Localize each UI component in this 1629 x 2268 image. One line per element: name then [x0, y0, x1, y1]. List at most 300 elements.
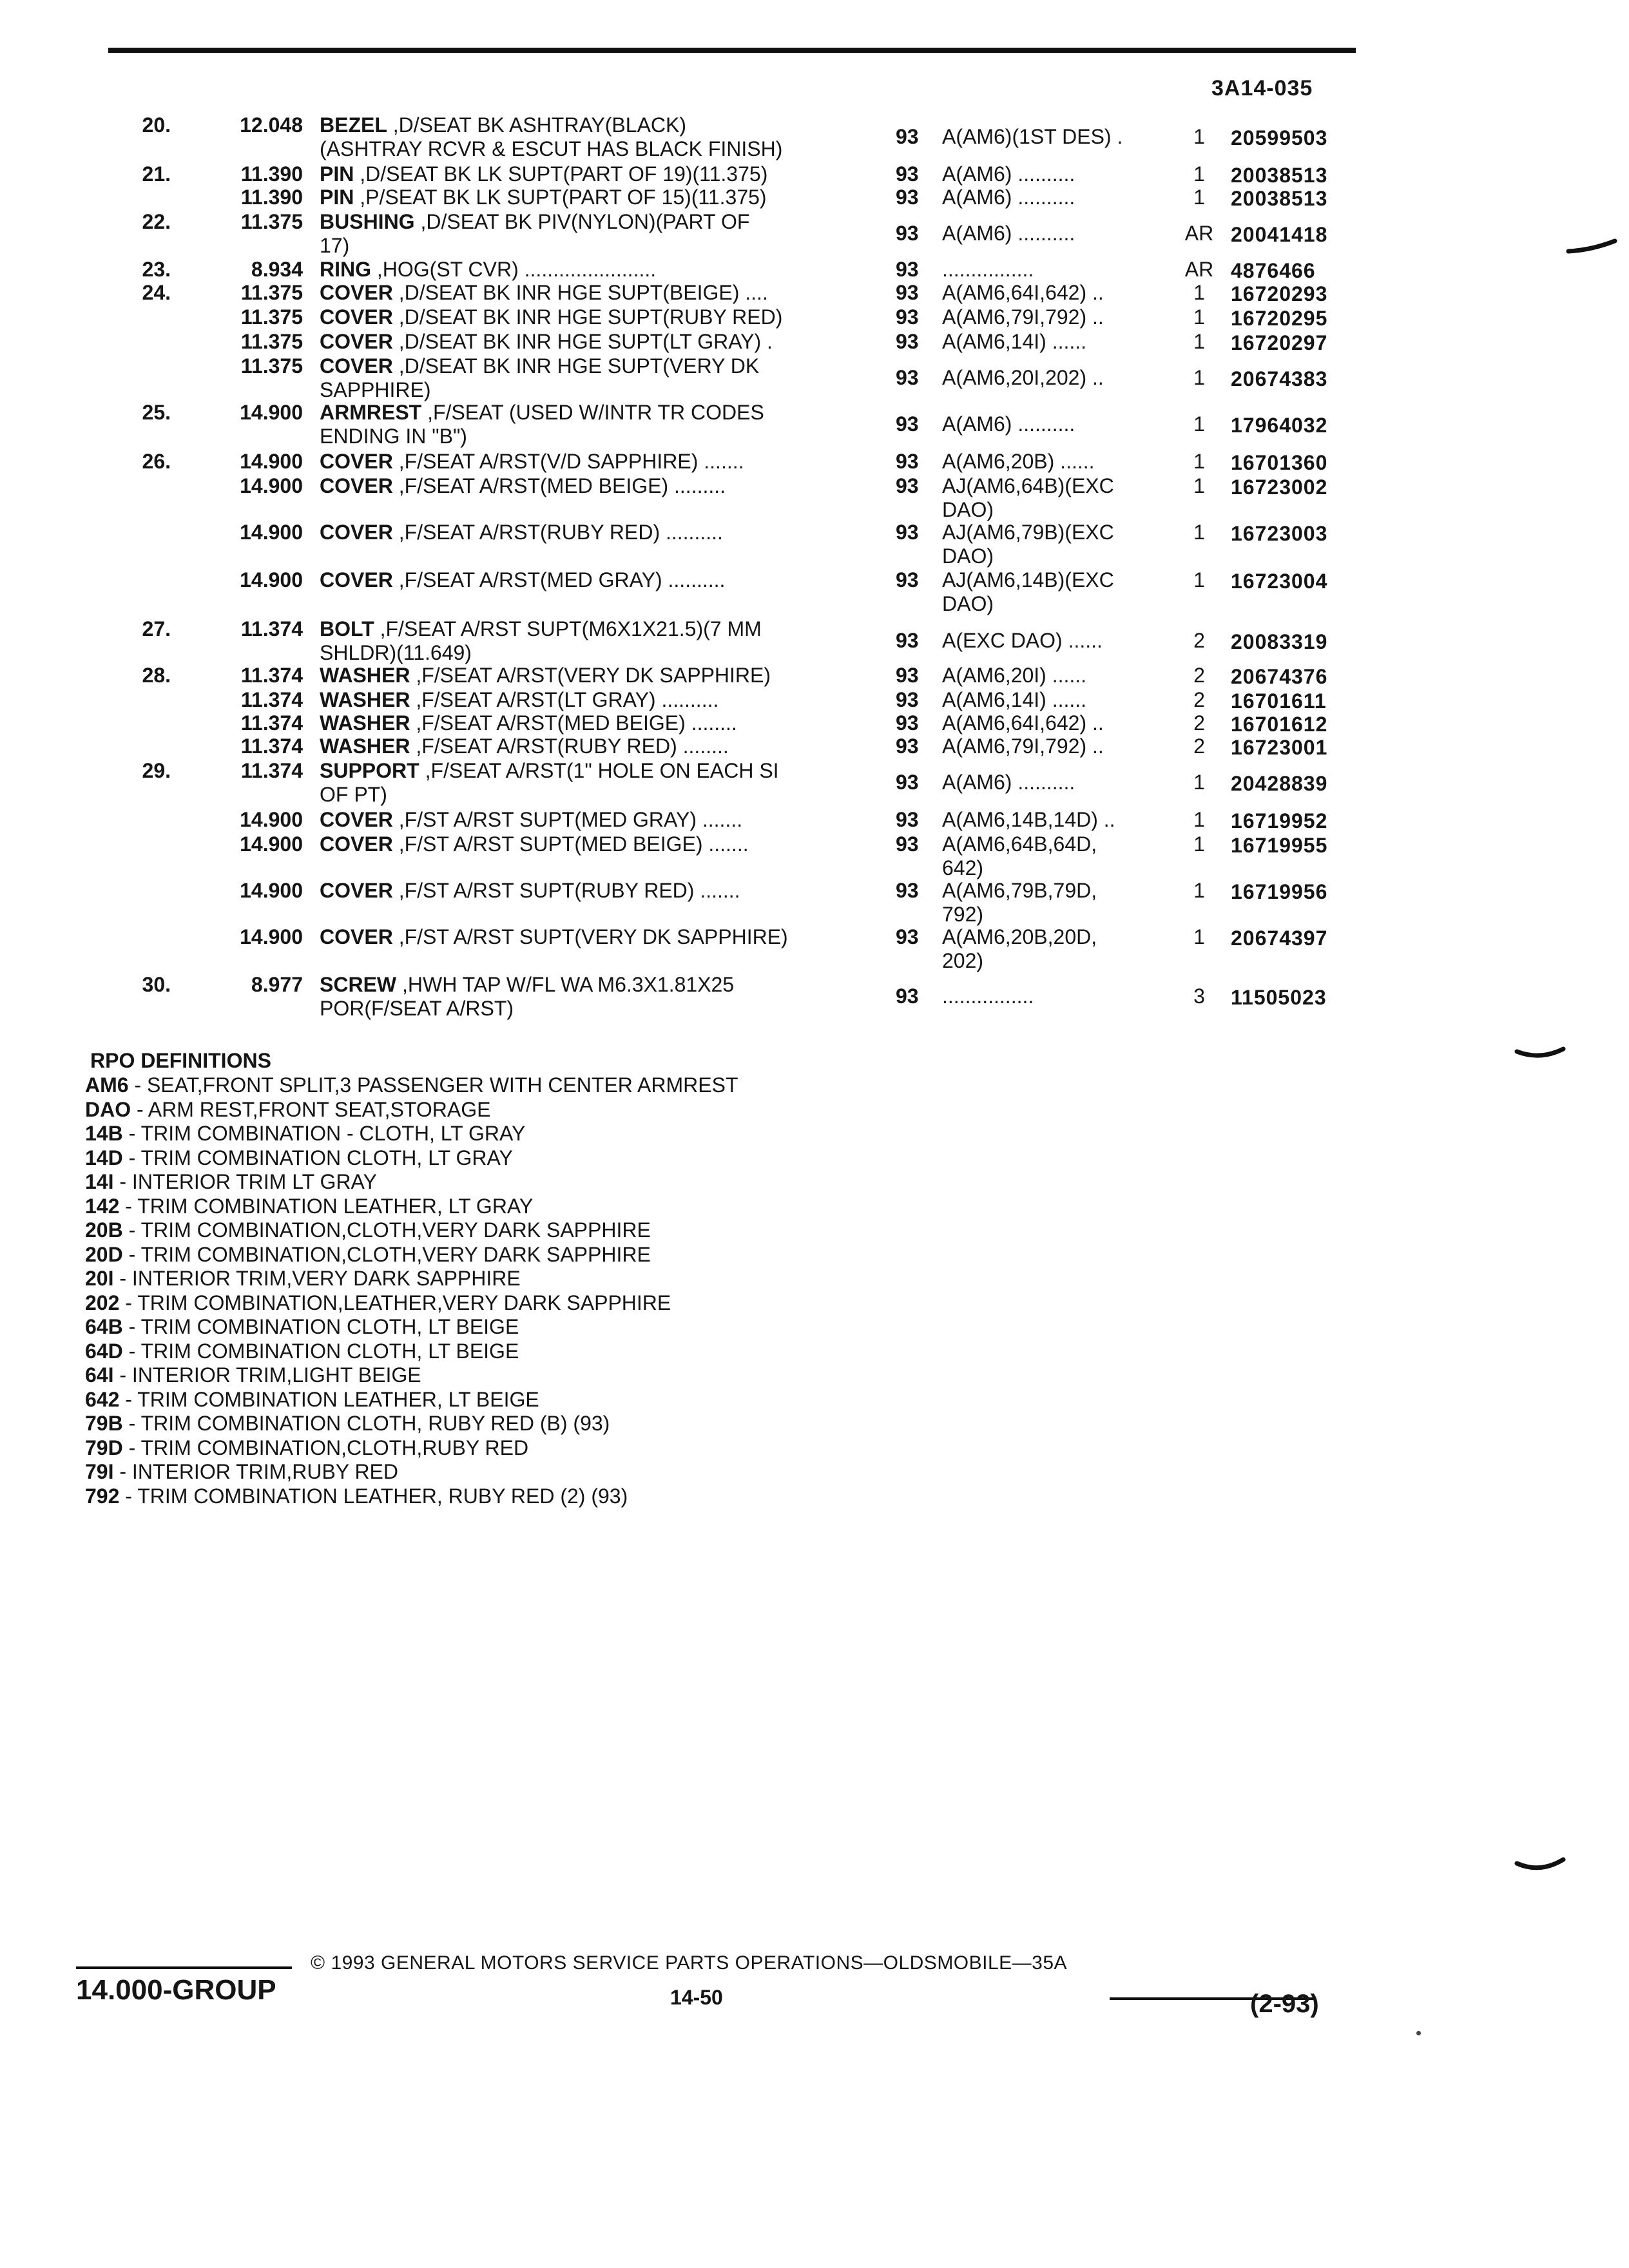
- model-year: 93: [896, 664, 919, 687]
- rpo-definition: [85, 1267, 738, 1291]
- usage-code: [942, 688, 1168, 712]
- model-year: 93: [896, 474, 919, 497]
- part-desc-text: ,D/SEAT BK INR HGE SUPT(BEIGE) ....: [392, 281, 768, 304]
- usage-code: [942, 412, 1168, 436]
- rpo-definition: [85, 1315, 738, 1340]
- part-desc-continuation: ENDING IN "B"): [320, 425, 467, 448]
- model-year: 93: [896, 985, 919, 1008]
- footer-rule-left: [76, 1966, 292, 1969]
- quantity: 1: [1193, 450, 1205, 473]
- usage-code-text: A(AM6,79B,79D,: [942, 879, 1097, 902]
- rpo-definition: [85, 1388, 738, 1412]
- model-year: 93: [896, 925, 919, 948]
- part-description: [320, 305, 854, 329]
- rpo-text: - INTERIOR TRIM,LIGHT BEIGE: [113, 1363, 421, 1387]
- group-number: 11.374: [240, 664, 303, 687]
- part-number: 20599503: [1231, 126, 1328, 149]
- usage-code-text: ................: [942, 985, 1034, 1008]
- usage-code: [942, 711, 1168, 735]
- group-number: 14.900: [240, 521, 303, 544]
- part-name: PIN: [320, 186, 354, 209]
- part-desc-text: ,D/SEAT BK PIV(NYLON)(PART OF: [414, 210, 750, 233]
- usage-code-continuation: DAO): [942, 544, 994, 568]
- rpo-definition: [85, 1218, 738, 1243]
- item-number: 21.: [142, 162, 171, 186]
- part-desc-continuation: 17): [320, 234, 350, 257]
- group-number: 14.900: [240, 401, 303, 424]
- part-name: WASHER: [320, 688, 410, 711]
- usage-code-text: A(AM6,20I) ......: [942, 664, 1087, 687]
- part-number: 16719956: [1231, 880, 1328, 903]
- group-number: 11.390: [240, 186, 303, 209]
- rpo-code: 20D: [85, 1242, 123, 1266]
- usage-code-continuation: 202): [942, 949, 984, 972]
- part-desc-text: ,F/ST A/RST SUPT(MED BEIGE) .......: [392, 832, 749, 856]
- part-desc-text: ,P/SEAT BK LK SUPT(PART OF 15)(11.375): [354, 186, 767, 209]
- model-year: 93: [896, 711, 919, 735]
- usage-code: [942, 366, 1168, 390]
- quantity: 1: [1193, 162, 1205, 186]
- part-desc-continuation: SAPPHIRE): [320, 378, 431, 401]
- part-desc-text: ,D/SEAT BK INR HGE SUPT(LT GRAY) .: [392, 330, 773, 353]
- rpo-text: - TRIM COMBINATION LEATHER, RUBY RED (2) (93): [119, 1484, 628, 1508]
- part-description: [320, 330, 854, 354]
- part-number: 16720295: [1231, 307, 1328, 330]
- usage-code: [942, 521, 1168, 568]
- part-name: WASHER: [320, 735, 410, 758]
- rpo-code: 64D: [85, 1339, 123, 1363]
- group-number: 11.390: [240, 162, 303, 186]
- part-desc-text: ,F/ST A/RST SUPT(VERY DK SAPPHIRE): [392, 925, 788, 948]
- part-number: 20041418: [1231, 223, 1328, 246]
- rpo-definition: [85, 1170, 738, 1195]
- usage-code: [942, 985, 1168, 1008]
- group-number: 11.374: [240, 711, 303, 735]
- part-name: COVER: [320, 879, 393, 902]
- usage-code-text: A(EXC DAO) ......: [942, 629, 1103, 652]
- part-description: [320, 162, 854, 186]
- item-number: 25.: [142, 401, 171, 424]
- part-description: [320, 759, 854, 807]
- model-year: 93: [896, 832, 919, 856]
- rpo-definition: [85, 1291, 738, 1316]
- group-number: 14.900: [240, 568, 303, 591]
- part-description: [320, 258, 854, 282]
- rpo-definition: [85, 1340, 738, 1364]
- part-number: 11505023: [1231, 986, 1327, 1009]
- part-name: WASHER: [320, 664, 410, 687]
- model-year: 93: [896, 162, 919, 186]
- model-year: 93: [896, 125, 919, 148]
- part-description: [320, 113, 854, 161]
- rpo-code: 14B: [85, 1122, 123, 1145]
- quantity: 1: [1193, 879, 1205, 902]
- quantity: 3: [1193, 985, 1205, 1008]
- part-desc-text: ,F/SEAT A/RST(1" HOLE ON EACH SI: [419, 759, 779, 782]
- part-description: [320, 879, 854, 903]
- quantity: 1: [1193, 366, 1205, 389]
- item-number: 29.: [142, 759, 171, 782]
- group-number: 12.048: [240, 113, 303, 137]
- usage-code: [942, 664, 1168, 687]
- part-number: 20674397: [1231, 927, 1328, 950]
- top-rule: [108, 48, 1356, 53]
- part-desc-text: ,F/SEAT A/RST(LT GRAY) ..........: [410, 688, 719, 711]
- part-name: COVER: [320, 925, 393, 948]
- quantity: 1: [1193, 808, 1205, 831]
- part-number: 20674383: [1231, 367, 1328, 390]
- usage-code: [942, 330, 1168, 354]
- rpo-code: 64I: [85, 1363, 114, 1387]
- model-year: 93: [896, 330, 919, 353]
- usage-code-continuation: DAO): [942, 498, 994, 521]
- part-number: 20038513: [1231, 187, 1328, 210]
- usage-code-continuation: 792): [942, 903, 984, 926]
- rpo-code: 20B: [85, 1218, 123, 1242]
- model-year: 93: [896, 629, 919, 652]
- usage-code: [942, 808, 1168, 832]
- rpo-code: 14I: [85, 1170, 114, 1193]
- usage-code-text: AJ(AM6,64B)(EXC: [942, 474, 1114, 497]
- usage-code-text: A(AM6) ..........: [942, 162, 1075, 186]
- quantity: 1: [1193, 330, 1205, 353]
- part-number: 16720297: [1231, 331, 1328, 354]
- group-number: 14.900: [240, 450, 303, 473]
- part-name: RING: [320, 258, 371, 281]
- part-description: [320, 832, 854, 856]
- item-number: 26.: [142, 450, 171, 473]
- part-number: 16719955: [1231, 834, 1328, 857]
- usage-code-text: A(AM6,14I) ......: [942, 688, 1087, 711]
- part-desc-text: ,F/ST A/RST SUPT(RUBY RED) .......: [392, 879, 740, 902]
- model-year: 93: [896, 688, 919, 711]
- usage-code: [942, 186, 1168, 209]
- item-number: 22.: [142, 210, 171, 233]
- rpo-text: - TRIM COMBINATION,CLOTH,VERY DARK SAPPHIRE: [122, 1242, 651, 1266]
- group-number: 8.977: [251, 973, 303, 996]
- part-number: 17964032: [1231, 414, 1328, 437]
- model-year: 93: [896, 568, 919, 591]
- part-name: SUPPORT: [320, 759, 419, 782]
- part-number: 16723002: [1231, 476, 1328, 499]
- model-year: 93: [896, 366, 919, 389]
- part-number: 16701611: [1231, 689, 1327, 713]
- part-description: [320, 688, 854, 712]
- part-desc-text: ,F/SEAT A/RST(V/D SAPPHIRE) .......: [392, 450, 744, 473]
- part-name: COVER: [320, 808, 393, 831]
- rpo-definition: [85, 1243, 738, 1267]
- rpo-text: - TRIM COMBINATION,CLOTH,RUBY RED: [122, 1436, 529, 1459]
- usage-code-text: A(AM6,14B,14D) ..: [942, 808, 1115, 831]
- quantity: 2: [1193, 735, 1205, 758]
- group-number: 11.374: [240, 688, 303, 711]
- binder-mark-icon: [1566, 238, 1617, 255]
- rpo-definition: [85, 1363, 738, 1388]
- quantity: 1: [1193, 771, 1205, 794]
- rpo-definition: [85, 1460, 738, 1485]
- rpo-text: - TRIM COMBINATION,CLOTH,VERY DARK SAPPHIRE: [122, 1218, 651, 1242]
- part-name: PIN: [320, 162, 354, 186]
- rpo-text: - TRIM COMBINATION CLOTH, LT BEIGE: [122, 1339, 519, 1363]
- rpo-code: AM6: [85, 1073, 129, 1097]
- part-name: COVER: [320, 568, 393, 591]
- group-number: 14.900: [240, 925, 303, 948]
- usage-code-text: ................: [942, 258, 1034, 281]
- part-number: 16723003: [1231, 522, 1328, 545]
- quantity: AR: [1184, 222, 1214, 245]
- usage-code-text: A(AM6,64I,642) ..: [942, 281, 1104, 304]
- part-name: COVER: [320, 354, 393, 378]
- model-year: 93: [896, 879, 919, 902]
- usage-code-text: A(AM6) ..........: [942, 186, 1075, 209]
- part-name: COVER: [320, 330, 393, 353]
- rpo-text: - SEAT,FRONT SPLIT,3 PASSENGER WITH CENTER ARMREST: [128, 1073, 738, 1097]
- part-desc-text: ,D/SEAT BK LK SUPT(PART OF 19)(11.375): [354, 162, 768, 186]
- part-desc-text: ,F/ST A/RST SUPT(MED GRAY) .......: [392, 808, 743, 831]
- rpo-text: - TRIM COMBINATION CLOTH, LT BEIGE: [122, 1315, 519, 1338]
- part-number: 16723004: [1231, 570, 1328, 593]
- part-description: [320, 808, 854, 832]
- item-number: 27.: [142, 617, 171, 640]
- model-year: 93: [896, 258, 919, 281]
- group-number: 11.375: [240, 305, 303, 329]
- part-name: COVER: [320, 832, 393, 856]
- rpo-code: 79D: [85, 1436, 123, 1459]
- model-year: 93: [896, 450, 919, 473]
- usage-code-text: A(AM6,20I,202) ..: [942, 366, 1104, 389]
- footer-date-code: (2-93): [1250, 1990, 1319, 2018]
- rpo-code: 142: [85, 1194, 120, 1218]
- part-description: [320, 735, 854, 758]
- part-number: 20674376: [1231, 665, 1328, 688]
- rpo-definition: [85, 1122, 738, 1146]
- part-description: [320, 521, 854, 544]
- quantity: 1: [1193, 281, 1205, 304]
- rpo-text: - INTERIOR TRIM LT GRAY: [113, 1170, 377, 1193]
- rpo-text: - INTERIOR TRIM,VERY DARK SAPPHIRE: [113, 1267, 521, 1290]
- quantity: 1: [1193, 925, 1205, 948]
- model-year: 93: [896, 735, 919, 758]
- part-name: COVER: [320, 474, 393, 497]
- usage-code: [942, 832, 1168, 880]
- group-number: 11.375: [240, 354, 303, 378]
- part-name: COVER: [320, 281, 393, 304]
- part-description: [320, 664, 854, 687]
- item-number: 30.: [142, 973, 171, 996]
- rpo-code: 79B: [85, 1412, 123, 1435]
- usage-code: [942, 771, 1168, 794]
- part-number: 16701360: [1231, 451, 1328, 474]
- usage-code: [942, 879, 1168, 927]
- part-number: 20038513: [1231, 164, 1328, 187]
- group-number: 14.900: [240, 832, 303, 856]
- usage-code-text: AJ(AM6,14B)(EXC: [942, 568, 1114, 591]
- part-number: 16719952: [1231, 809, 1328, 832]
- rpo-text: - TRIM COMBINATION,LEATHER,VERY DARK SAPPHIRE: [119, 1291, 671, 1314]
- part-name: SCREW: [320, 973, 397, 996]
- rpo-definition: [85, 1098, 738, 1122]
- usage-code-text: A(AM6,20B) ......: [942, 450, 1095, 473]
- model-year: 93: [896, 521, 919, 544]
- quantity: 2: [1193, 629, 1205, 652]
- part-desc-text: ,D/SEAT BK ASHTRAY(BLACK): [387, 113, 687, 137]
- quantity: 1: [1193, 305, 1205, 329]
- part-desc-continuation: SHLDR)(11.649): [320, 641, 472, 664]
- part-name: ARMREST: [320, 401, 422, 424]
- part-description: [320, 568, 854, 592]
- part-name: COVER: [320, 521, 393, 544]
- rpo-definition: [85, 1485, 738, 1509]
- part-desc-text: ,F/SEAT (USED W/INTR TR CODES: [421, 401, 764, 424]
- quantity: 1: [1193, 521, 1205, 544]
- part-number: 20428839: [1231, 772, 1328, 795]
- part-desc-text: ,F/SEAT A/RST(VERY DK SAPPHIRE): [410, 664, 771, 687]
- rpo-text: - INTERIOR TRIM,RUBY RED: [113, 1460, 398, 1483]
- rpo-text: - TRIM COMBINATION CLOTH, LT GRAY: [122, 1146, 513, 1169]
- quantity: 1: [1193, 832, 1205, 856]
- part-number: 16723001: [1231, 736, 1328, 759]
- part-name: COVER: [320, 450, 393, 473]
- usage-code: [942, 125, 1168, 149]
- rpo-heading: RPO DEFINITIONS: [90, 1049, 271, 1072]
- rpo-text: - TRIM COMBINATION LEATHER, LT GRAY: [119, 1194, 534, 1218]
- part-description: [320, 474, 854, 498]
- group-number: 11.374: [240, 759, 303, 782]
- group-number: 11.375: [240, 281, 303, 304]
- part-desc-continuation: OF PT): [320, 783, 387, 806]
- usage-code-text: A(AM6,20B,20D,: [942, 925, 1097, 948]
- rpo-code: 202: [85, 1291, 120, 1314]
- rpo-definition: [85, 1195, 738, 1219]
- quantity: 1: [1193, 186, 1205, 209]
- usage-code: [942, 629, 1168, 653]
- model-year: 93: [896, 281, 919, 304]
- group-number: 14.900: [240, 474, 303, 497]
- item-number: 23.: [142, 258, 171, 281]
- rpo-definition: [85, 1146, 738, 1171]
- rpo-definition: [85, 1073, 738, 1098]
- group-number: 11.375: [240, 330, 303, 353]
- usage-code-text: A(AM6) ..........: [942, 222, 1075, 245]
- rpo-code: 642: [85, 1387, 120, 1411]
- part-name: BEZEL: [320, 113, 387, 137]
- model-year: 93: [896, 186, 919, 209]
- part-name: COVER: [320, 305, 393, 329]
- usage-code-text: A(AM6,79I,792) ..: [942, 735, 1104, 758]
- quantity: 1: [1193, 125, 1205, 148]
- rpo-code: 20I: [85, 1267, 114, 1290]
- part-description: [320, 925, 854, 949]
- footer-group-label: 14.000-GROUP: [76, 1974, 276, 2006]
- rpo-text: - TRIM COMBINATION - CLOTH, LT GRAY: [122, 1122, 526, 1145]
- usage-code: [942, 735, 1168, 758]
- usage-code: [942, 258, 1168, 282]
- usage-code-text: A(AM6,14I) ......: [942, 330, 1087, 353]
- usage-code-continuation: 642): [942, 856, 984, 879]
- part-desc-text: ,HOG(ST CVR) .......................: [371, 258, 657, 281]
- group-number: 11.375: [240, 210, 303, 233]
- usage-code: [942, 222, 1168, 245]
- model-year: 93: [896, 305, 919, 329]
- part-desc-text: ,F/SEAT A/RST(RUBY RED) ..........: [392, 521, 723, 544]
- model-year: 93: [896, 808, 919, 831]
- part-desc-continuation: (ASHTRAY RCVR & ESCUT HAS BLACK FINISH): [320, 137, 783, 160]
- item-number: 20.: [142, 113, 171, 137]
- item-number: 24.: [142, 281, 171, 304]
- model-year: 93: [896, 222, 919, 245]
- usage-code: [942, 162, 1168, 186]
- part-description: [320, 450, 854, 474]
- item-number: 28.: [142, 664, 171, 687]
- part-number: 16720293: [1231, 282, 1328, 305]
- part-description: [320, 401, 854, 448]
- part-desc-text: ,F/SEAT A/RST(MED BEIGE) .........: [392, 474, 726, 497]
- part-description: [320, 617, 854, 665]
- usage-code-text: AJ(AM6,79B)(EXC: [942, 521, 1114, 544]
- quantity: 1: [1193, 474, 1205, 497]
- usage-code-text: A(AM6) ..........: [942, 412, 1075, 436]
- part-name: BOLT: [320, 617, 374, 640]
- usage-code-text: A(AM6,64I,642) ..: [942, 711, 1104, 735]
- rpo-text: - TRIM COMBINATION CLOTH, RUBY RED (B) (93): [122, 1412, 610, 1435]
- part-number: 4876466: [1231, 259, 1316, 282]
- footer-page-number: 14-50: [670, 1986, 723, 2009]
- quantity: 1: [1193, 412, 1205, 436]
- part-desc-text: ,D/SEAT BK INR HGE SUPT(RUBY RED): [392, 305, 783, 329]
- page-code: 3A14-035: [1211, 76, 1313, 101]
- usage-code-continuation: DAO): [942, 592, 994, 615]
- model-year: 93: [896, 412, 919, 436]
- part-desc-continuation: POR(F/SEAT A/RST): [320, 997, 514, 1020]
- part-description: [320, 711, 854, 735]
- part-description: [320, 186, 854, 209]
- usage-code: [942, 281, 1168, 305]
- rpo-text: - ARM REST,FRONT SEAT,STORAGE: [131, 1097, 491, 1121]
- rpo-text: - TRIM COMBINATION LEATHER, LT BEIGE: [119, 1387, 539, 1411]
- rpo-definition: [85, 1412, 738, 1436]
- part-description: [320, 973, 854, 1021]
- footer-copyright: © 1993 GENERAL MOTORS SERVICE PARTS OPERATIONS—OLDSMOBILE—35A: [311, 1952, 1068, 1974]
- quantity: 2: [1193, 711, 1205, 735]
- usage-code: [942, 568, 1168, 616]
- part-description: [320, 281, 854, 305]
- binder-mark-icon: [1514, 1045, 1566, 1062]
- rpo-code: 14D: [85, 1146, 123, 1169]
- part-desc-text: ,F/SEAT A/RST(MED BEIGE) ........: [410, 711, 737, 735]
- usage-code: [942, 450, 1168, 474]
- part-number: 20083319: [1231, 630, 1328, 653]
- quantity: 1: [1193, 568, 1205, 591]
- rpo-definition: [85, 1436, 738, 1461]
- part-desc-text: ,F/SEAT A/RST(RUBY RED) ........: [410, 735, 729, 758]
- quantity: 2: [1193, 688, 1205, 711]
- part-number: 16701612: [1231, 713, 1328, 736]
- part-desc-text: ,F/SEAT A/RST(MED GRAY) ..........: [392, 568, 726, 591]
- binder-mark-icon: [1514, 1857, 1566, 1874]
- group-number: 8.934: [251, 258, 303, 281]
- usage-code-text: A(AM6,64B,64D,: [942, 832, 1097, 856]
- usage-code-text: A(AM6,79I,792) ..: [942, 305, 1104, 329]
- group-number: 11.374: [240, 735, 303, 758]
- rpo-code: 792: [85, 1484, 120, 1508]
- usage-code: [942, 474, 1168, 522]
- part-description: [320, 210, 854, 258]
- model-year: 93: [896, 771, 919, 794]
- part-name: BUSHING: [320, 210, 415, 233]
- rpo-code: 79I: [85, 1460, 114, 1483]
- scan-speck: [1416, 2031, 1421, 2035]
- part-desc-text: ,HWH TAP W/FL WA M6.3X1.81X25: [396, 973, 735, 996]
